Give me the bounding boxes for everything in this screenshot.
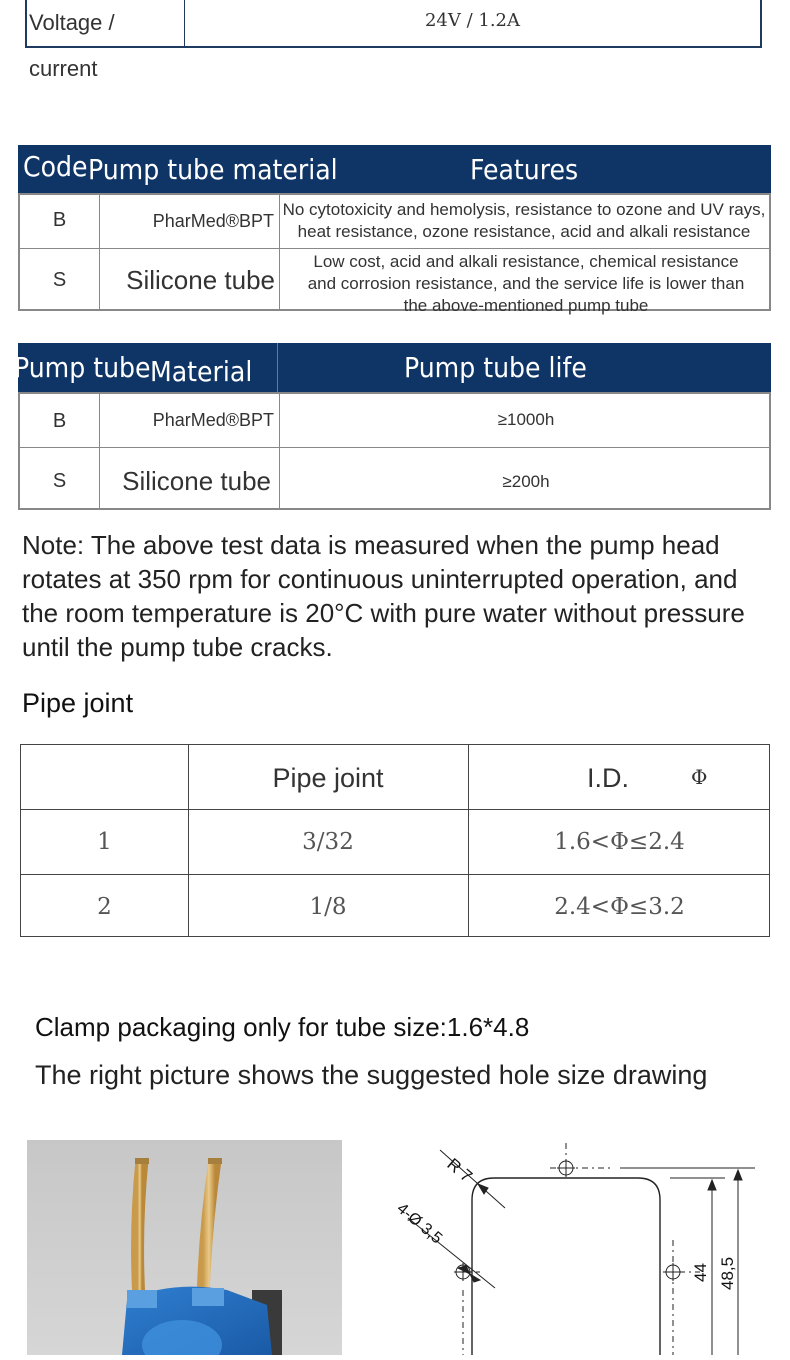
header-pump-tube-life: Pump tube life [404,351,587,384]
header-material: Material [150,355,253,388]
life-table-body [18,392,771,510]
table-row [20,248,769,315]
row-material: PharMed®BPT [152,410,274,430]
hole-drawing-caption: The right picture shows the suggested hole size drawing [35,1060,708,1090]
test-note: Note: The above test data is measured when the pump head rotates at 350 rpm for continuous uninterrupted operation, and the room temperature is 20°C with pure water without pressure until the pump tube cracks. [22,530,745,662]
row-material: Silicone tube [126,265,275,295]
row-life: ≥200h [502,472,550,491]
row-features: No cytotoxicity and hemolysis, resistance to ozone and UV rays, heat resistance, ozone resistance, acid and alkali resistance [282,200,766,241]
clamp-packaging-text: Clamp packaging only for tube size:1.6*4.8 [35,1012,530,1042]
radius-label: R 7 [443,1154,476,1187]
row-life: ≥1000h [497,410,555,429]
material-table-body [18,193,771,315]
header-code: Code [23,150,88,183]
pump-tube-life-table [14,343,771,510]
pipe-joint-table [20,744,770,937]
hole-label: 4-Ø 3,5 [393,1200,446,1248]
row-code: S [52,470,67,492]
row-code: S [52,269,67,291]
row-number: 1 [97,829,112,855]
row-id: 2.4<Φ≤3.2 [554,894,685,920]
voltage-current-row [25,0,762,81]
row-code: B [52,209,67,231]
voltage-label: Voltage / current [27,0,185,46]
table-row [20,195,769,248]
table-row [20,394,769,447]
header-pump-tube-material: Pump tube material [88,153,338,186]
header-id: I.D. [587,763,630,793]
life-table-header [14,343,771,392]
inner-dimension: 44 [691,1263,710,1282]
outer-dimension: 48,5 [718,1256,737,1290]
row-code: B [52,410,67,432]
pipe-joint-title: Pipe joint [22,688,134,718]
table-row [20,447,769,510]
row-material: Silicone tube [122,466,271,496]
header-features: Features [470,153,579,186]
hole-size-drawing [380,1140,780,1355]
row-features: Low cost, acid and alkali resistance, chemical resistance and corrosion resistance, and the service life is lower than the above-mentioned pump tube [307,252,745,315]
row-id: 1.6<Φ≤2.4 [554,829,685,855]
header-pump-tube: Pump tube [14,351,151,384]
voltage-value: 24V / 1.2A [424,10,521,31]
header-pipe-joint: Pipe joint [272,763,384,793]
material-table-header [18,145,771,193]
row-joint: 3/32 [302,829,354,855]
row-number: 2 [97,894,112,920]
material-features-table [18,145,771,315]
row-material: PharMed®BPT [152,211,274,231]
header-phi: Φ [691,765,708,789]
row-joint: 1/8 [309,894,347,920]
pump-photo [27,1140,342,1355]
